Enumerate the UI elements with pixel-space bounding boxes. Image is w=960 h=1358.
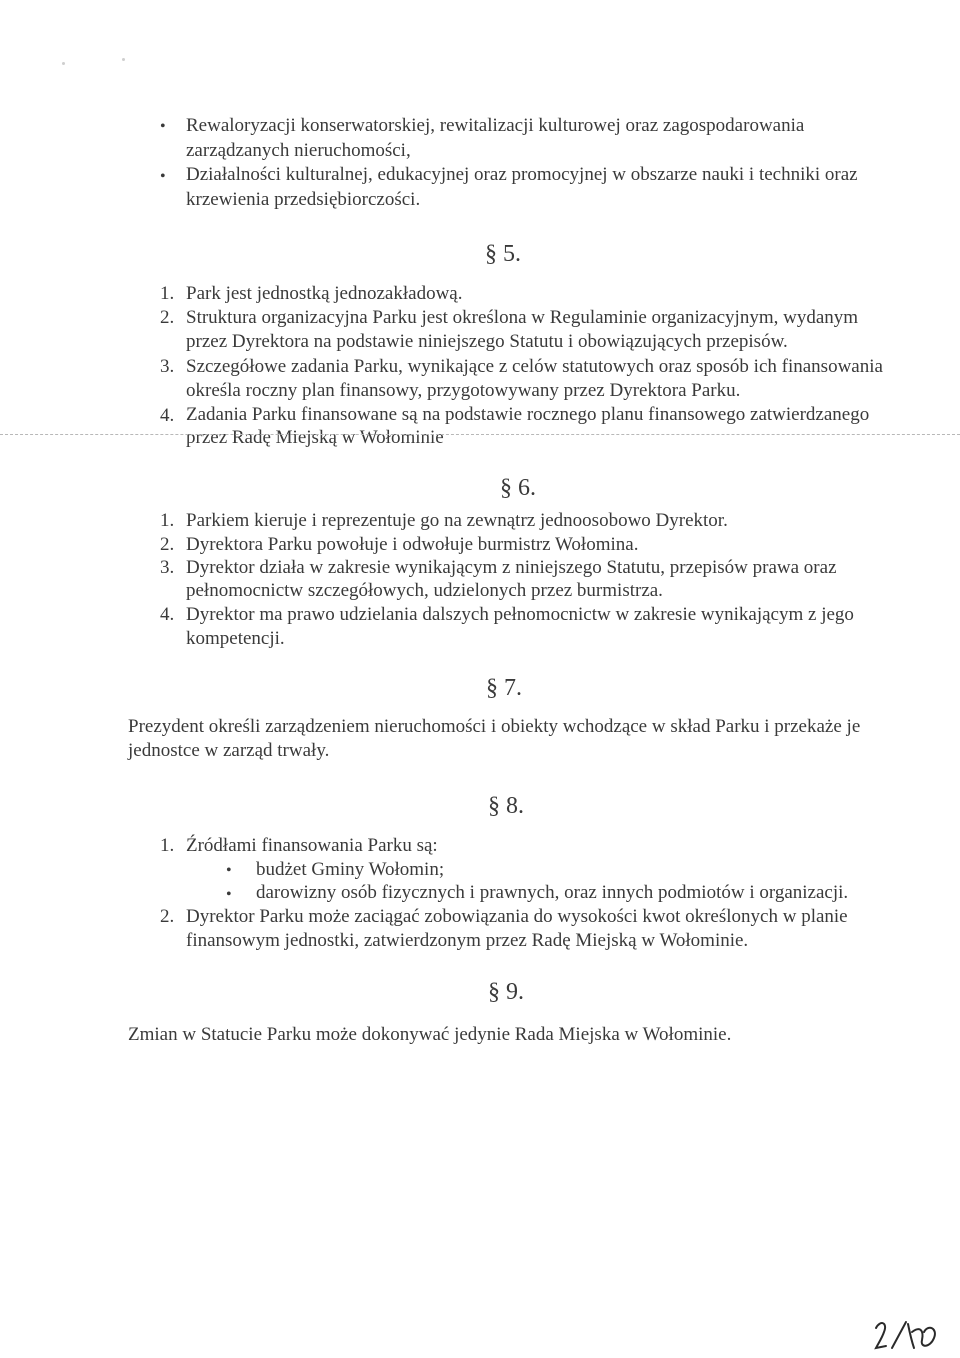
item-line: pełnomocnictw szczegółowych, udzielonych przez burmistrza.	[186, 580, 663, 601]
item-number: 4.	[160, 604, 175, 625]
item-line: Zadania Parku finansowane są na podstawie rocznego planu finansowego zatwierdzanego	[186, 404, 870, 425]
bullet-icon: •	[226, 886, 232, 903]
item-number: 2.	[160, 906, 175, 927]
item-number: 2.	[160, 534, 175, 555]
bullet-line: krzewienia przedsiębiorczości.	[186, 189, 421, 210]
item-line: Dyrektora Parku powołuje i odwołuje burmistrz Wołomina.	[186, 534, 639, 555]
item-line: przez Dyrektora na podstawie niniejszego Statutu i obowiązujących przepisów.	[186, 331, 788, 352]
item-line: finansowym jednostki, zatwierdzonym przez Radę Miejską w Wołominie.	[186, 930, 749, 951]
bullet-icon: •	[226, 862, 232, 879]
bullet-icon: •	[160, 118, 166, 135]
item-number: 1.	[160, 510, 175, 531]
section-title: § 5.	[485, 241, 521, 267]
item-number: 1.	[160, 283, 175, 304]
item-line: Parkiem kieruje i reprezentuje go na zewnątrz jednoosobowo Dyrektor.	[186, 510, 728, 531]
item-line: Struktura organizacyjna Parku jest określona w Regulaminie organizacyjnym, wydanym	[186, 307, 859, 328]
item-line: Dyrektor Parku może zaciągać zobowiązania do wysokości kwot określonych w planie	[186, 906, 848, 927]
section-title: § 8.	[488, 793, 524, 819]
scan-speck	[62, 62, 65, 65]
item-line: Źródłami finansowania Parku są:	[186, 835, 438, 856]
section-title: § 7.	[486, 675, 522, 701]
item-line: określa roczny plan finansowy, przygotowywany przez Dyrektora Parku.	[186, 380, 741, 401]
item-line: kompetencji.	[186, 628, 285, 649]
sub-bullet-line: darowizny osób fizycznych i prawnych, oraz innych podmiotów i organizacji.	[256, 882, 849, 903]
item-number: 3.	[160, 557, 175, 578]
item-line: przez Radę Miejską w Wołominie	[186, 427, 444, 448]
item-number: 3.	[160, 356, 175, 377]
item-number: 1.	[160, 835, 175, 856]
sub-bullet-line: budżet Gminy Wołomin;	[256, 859, 445, 880]
paragraph-line: Zmian w Statucie Parku może dokonywać jedynie Rada Miejska w Wołominie.	[128, 1024, 732, 1045]
item-line: Szczegółowe zadania Parku, wynikające z celów statutowych oraz sposób ich finansowania	[186, 356, 883, 377]
section-title: § 6.	[500, 475, 536, 501]
bullet-line: Działalności kulturalnej, edukacyjnej oraz promocyjnej w obszarze nauki i techniki oraz	[186, 164, 858, 185]
item-number: 2.	[160, 307, 175, 328]
item-line: Dyrektor działa w zakresie wynikającym z niniejszego Statutu, przepisów prawa oraz	[186, 557, 837, 578]
scan-speck	[122, 58, 125, 61]
item-number: 4.	[160, 405, 175, 426]
bullet-icon: •	[160, 168, 166, 185]
item-line: Dyrektor ma prawo udzielania dalszych pełnomocnictw w zakresie wynikającym z jego	[186, 604, 854, 625]
bullet-line: zarządzanych nieruchomości,	[186, 140, 411, 161]
scan-fold-line	[0, 434, 960, 435]
paragraph-line: jednostce w zarząd trwały.	[128, 740, 330, 761]
handwritten-page-number	[872, 1318, 942, 1354]
paragraph-line: Prezydent określi zarządzeniem nieruchomości i obiekty wchodzące w skład Parku i przekaże je	[128, 716, 861, 737]
item-line: Park jest jednostką jednozakładową.	[186, 283, 463, 304]
bullet-line: Rewaloryzacji konserwatorskiej, rewitalizacji kulturowej oraz zagospodarowania	[186, 115, 805, 136]
section-title: § 9.	[488, 979, 524, 1005]
